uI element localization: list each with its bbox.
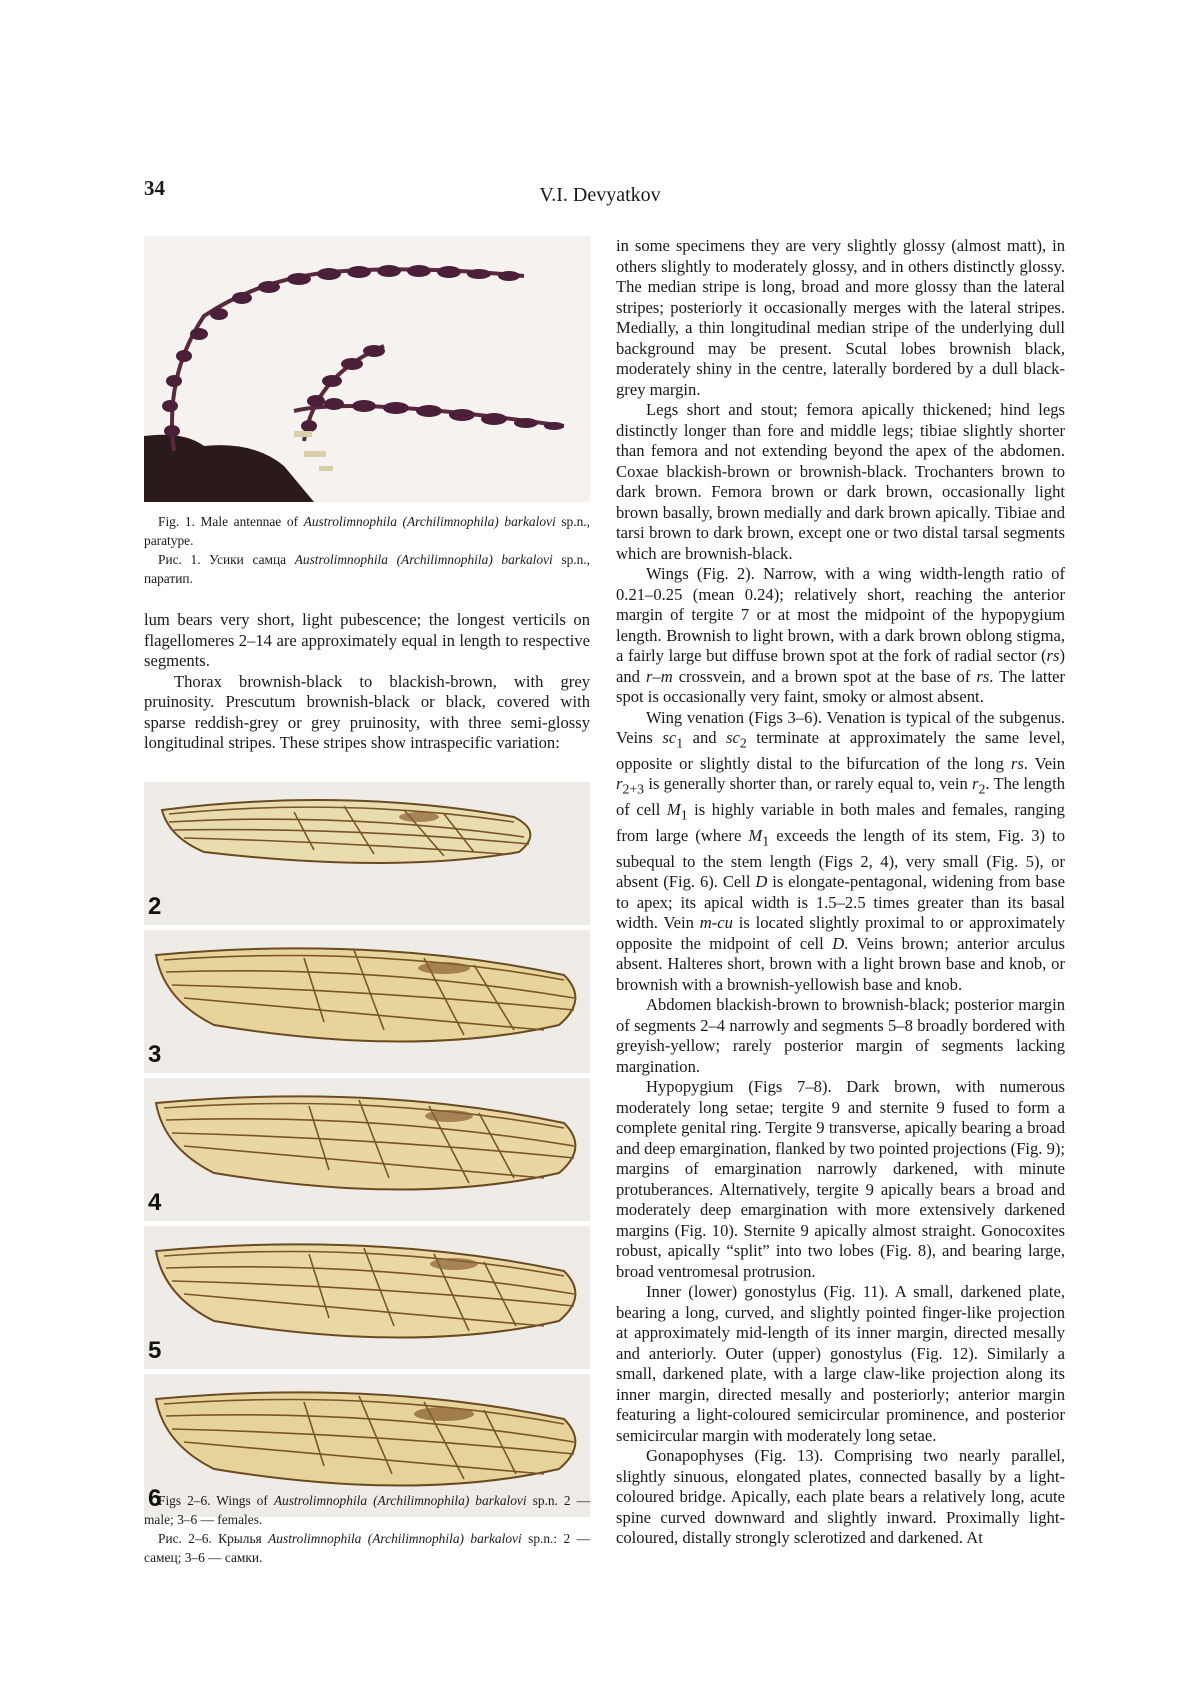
wing-label: 6 <box>148 1485 161 1513</box>
paragraph: in some specimens they are very slightly glossy (almost matt), in others slightly to moderately glossy, and in others distinctly glossy. The median stripe is long, broad and more glossy than the lateral stripes; posteriorly it occasionally merges with the lateral stripes. Medially, a thin longitudinal median stripe of the underlying dull background may be present. Scutal lobes brownish black, moderately shiny in the centre, laterally bordered by a dull black-grey margin. <box>616 236 1065 400</box>
wing-figures <box>144 782 590 1522</box>
paragraph: Thorax brownish-black to blackish-brown, with grey pruinosity. Prescutum brownish-black or black, covered with sparse reddish-grey or grey pruinosity, with three semi-glossy longitudinal stripes. These stripes show intraspecific variation: <box>144 672 590 754</box>
paragraph: Gonapophyses (Fig. 13). Comprising two nearly parallel, slightly sinuous, elongated plates, connected basally by a light-coloured bridge. Apically, each plate bears a relatively long, acute spine curved downward and slightly inward. Proximally light-coloured, distally strongly sclerotized and darkened. At <box>616 1446 1065 1549</box>
antenna-photo <box>144 236 590 502</box>
wing-photo <box>144 930 590 1073</box>
paragraph: Abdomen blackish-brown to brownish-black; posterior margin of segments 2–4 narrowly and segments 5–8 broadly bordered with greyish-yellow; rarely posterior margin of segments lacking margination. <box>616 995 1065 1077</box>
left-column <box>144 236 590 754</box>
page-number: 34 <box>144 176 165 201</box>
wing-photo <box>144 1078 590 1221</box>
figure1-caption-en: Fig. 1. Male antennae of Austrolimnophila (Archilimnophila) barkalovi sp.n., paratype. <box>144 512 590 550</box>
wing-photo <box>144 1226 590 1369</box>
right-column <box>616 236 1065 1549</box>
wings-caption-en: Figs 2–6. Wings of Austrolimnophila (Archilimnophila) barkalovi sp.n. 2 — male; 3–6 — females. <box>144 1491 590 1529</box>
right-body-text <box>616 236 1065 1549</box>
paragraph: Wing venation (Figs 3–6). Venation is typical of the subgenus. Veins sc1 and sc2 terminate at approximately the same level, opposite or slightly distal to the bifurcation of the long rs. Vein r2+3 is generally shorter than, or rarely equal to, vein r2. The length of cell M1 is highly variable in both males and females, ranging from large (where M1 exceeds the length of its stem, Fig. 3) to subequal to the stem length (Figs 2, 4), very small (Fig. 5), or absent (Fig. 6). Cell D is elongate-pentagonal, widening from base to apex; its apical width is 1.5–2.5 times greater than its basal width. Vein m-cu is located slightly proximal to or approximately opposite the midpoint of cell D. Veins brown; anterior arculus absent. Halteres short, brown with a light brown base and knob, or brownish with a brownish-yellowish base and knob. <box>616 708 1065 996</box>
wing-label: 2 <box>148 893 161 921</box>
paragraph: Inner (lower) gonostylus (Fig. 11). A small, darkened plate, bearing a long, curved, and slightly pointed finger-like projection at approximately mid-length of its inner margin, directed mesally and anteriorly. Outer (upper) gonostylus (Fig. 12). Similarly a small, darkened plate, with a large claw-like projection along its inner margin, directed mesally and posteriorly; anterior margin featuring a light-coloured semicircular prominence, and posterior semicircular margin with moderately long setae. <box>616 1282 1065 1446</box>
left-body-text <box>144 610 590 754</box>
wing-label: 3 <box>148 1041 161 1069</box>
paragraph: Hypopygium (Figs 7–8). Dark brown, with numerous moderately long setae; tergite 9 and sternite 9 fused to form a complete genital ring. Tergite 9 transverse, apically bearing a broad and deep emargination, flanked by two pointed projections (Fig. 9); margins of emargination narrowly darkened, with minute protuberances. Alternatively, tergite 9 apically bears a broad and moderately deep emargination with more extensively darkened margins (Fig. 10). Sternite 9 apically almost straight. Gonocoxites robust, apically “split” into two lobes (Fig. 8), and bearing large, broad ventromesal protrusion. <box>616 1077 1065 1282</box>
wing-label: 5 <box>148 1337 161 1365</box>
wings-captions <box>144 1491 590 1567</box>
running-head: V.I. Devyatkov <box>0 184 1200 207</box>
paragraph: lum bears very short, light pubescence; the longest verticils on flagellomeres 2–14 are approximately equal in length to respective segments. <box>144 610 590 672</box>
paragraph: Wings (Fig. 2). Narrow, with a wing width-length ratio of 0.21–0.25 (mean 0.24); relatively short, reaching the anterior margin of tergite 7 or at most the midpoint of the hypopygium length. Brownish to light brown, with a dark brown oblong stigma, a fairly large but diffuse brown spot at the fork of radial sector (rs) and r–m crossvein, and a brown spot at the base of rs. The latter spot is occasionally very faint, smoky or almost absent. <box>616 564 1065 708</box>
wing-photo <box>144 782 590 925</box>
wings-caption-ru: Рис. 2–6. Крылья Austrolimnophila (Archilimnophila) barkalovi sp.n.: 2 — самец; 3–6 — самки. <box>144 1529 590 1567</box>
figure1-caption-ru: Рис. 1. Усики самца Austrolimnophila (Archilimnophila) barkalovi sp.n., паратип. <box>144 550 590 588</box>
wing-label: 4 <box>148 1189 161 1217</box>
paragraph: Legs short and stout; femora apically thickened; hind legs distinctly longer than fore and middle legs; tibiae slightly shorter than femora and not extending beyond the apex of the abdomen. Coxae blackish-brown or brownish-black. Trochanters brown to dark brown. Femora brown or dark brown, occasionally light brown basally, brown medially and dark brown apically. Tibiae and tarsi brown to dark brown, except one or two distal tarsal segments which are brownish-black. <box>616 400 1065 564</box>
